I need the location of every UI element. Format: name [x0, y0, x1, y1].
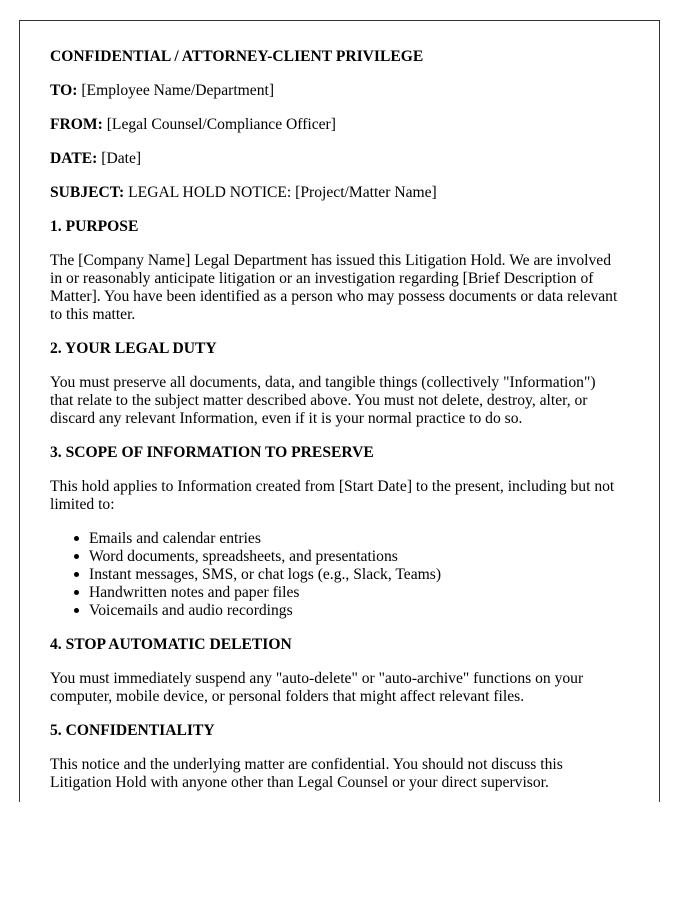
document-body [50, 48, 640, 792]
list-item-text: Emails and calendar entries [89, 530, 261, 547]
from-label: FROM: [50, 116, 103, 133]
list-item-text: Handwritten notes and paper files [89, 584, 300, 601]
date-label: DATE: [50, 150, 98, 167]
paragraph-line: This hold applies to Information created from [Start Date] to the present, including but not [50, 478, 615, 495]
list-item-text: Word documents, spreadsheets, and presentations [89, 548, 398, 565]
paragraph-line: Litigation Hold with anyone other than Legal Counsel or your direct supervisor. [50, 774, 549, 791]
bullet-icon [74, 536, 79, 541]
list-item-text: Voicemails and audio recordings [89, 602, 293, 619]
list-item [89, 548, 640, 566]
bullet-icon [74, 590, 79, 595]
section-heading-legal-duty: 2. YOUR LEGAL DUTY [50, 340, 217, 357]
section-heading-scope: 3. SCOPE OF INFORMATION TO PRESERVE [50, 444, 374, 461]
paragraph-line: that relate to the subject matter described above. You must not delete, destroy, alter, or [50, 392, 588, 409]
paragraph-line: limited to: [50, 496, 115, 513]
bullet-icon [74, 572, 79, 577]
scope-list [50, 530, 640, 620]
list-item [89, 602, 640, 620]
scope-paragraph [50, 478, 640, 514]
subject-label: SUBJECT: [50, 184, 125, 201]
legal-duty-paragraph [50, 374, 640, 428]
subject-field [50, 184, 640, 202]
to-value: [Employee Name/Department] [81, 82, 275, 99]
from-value: [Legal Counsel/Compliance Officer] [106, 116, 336, 133]
section-heading-stop-deletion: 4. STOP AUTOMATIC DELETION [50, 636, 292, 653]
paragraph-line: to this matter. [50, 306, 136, 323]
from-field [50, 116, 640, 134]
date-field [50, 150, 640, 168]
bullet-icon [74, 608, 79, 613]
privilege-banner: CONFIDENTIAL / ATTORNEY-CLIENT PRIVILEGE [50, 48, 424, 65]
list-item [89, 584, 640, 602]
purpose-paragraph [50, 252, 640, 324]
list-item-text: Instant messages, SMS, or chat logs (e.g., Slack, Teams) [89, 566, 442, 583]
list-item [89, 530, 640, 548]
bullet-icon [74, 554, 79, 559]
list-item [89, 566, 640, 584]
document-page [19, 20, 660, 802]
paragraph-line: computer, mobile device, or personal folders that might affect relevant files. [50, 688, 525, 705]
deletion-paragraph [50, 670, 640, 706]
date-value: [Date] [101, 150, 142, 167]
paragraph-line: Matter]. You have been identified as a person who may possess documents or data relevant [50, 288, 618, 305]
section-heading-confidentiality: 5. CONFIDENTIALITY [50, 722, 215, 739]
paragraph-line: discard any relevant Information, even if it is your normal practice to do so. [50, 410, 523, 427]
subject-value: LEGAL HOLD NOTICE: [Project/Matter Name] [128, 184, 437, 201]
confidentiality-paragraph [50, 756, 640, 792]
paragraph-line: This notice and the underlying matter are confidential. You should not discuss this [50, 756, 563, 773]
to-field [50, 82, 640, 100]
paragraph-line: The [Company Name] Legal Department has issued this Litigation Hold. We are involved [50, 252, 611, 269]
to-label: TO: [50, 82, 78, 99]
section-heading-purpose: 1. PURPOSE [50, 218, 139, 235]
paragraph-line: in or reasonably anticipate litigation or an investigation regarding [Brief Description of [50, 270, 594, 287]
paragraph-line: You must preserve all documents, data, and tangible things (collectively "Information") [50, 374, 596, 391]
paragraph-line: You must immediately suspend any "auto-delete" or "auto-archive" functions on your [50, 670, 584, 687]
